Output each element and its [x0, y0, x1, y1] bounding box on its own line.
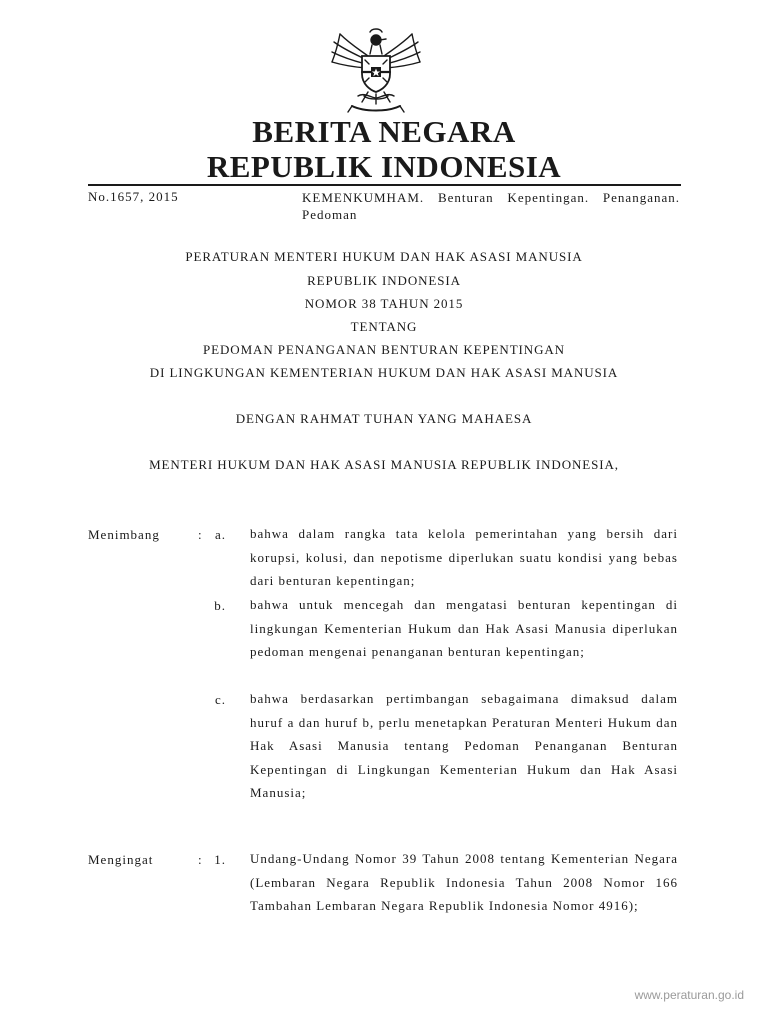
mengingat-item-mark: 1. — [214, 852, 226, 867]
regulation-subject-line2: DI LINGKUNGAN KEMENTERIAN HUKUM DAN HAK ASASI MANUSIA — [149, 365, 619, 380]
regulation-number: NOMOR 38 TAHUN 2015 — [304, 296, 464, 311]
mengingat-item-text: Undang-Undang Nomor 39 Tahun 2008 tentang Kementerian Negara (Lembaran Negara Republik Indonesia Tahun 2008 Nomor 166 Tambahan Lembaran Negara Republik Indonesia Nomor 4916); — [250, 851, 678, 914]
menimbang-item-mark: c. — [214, 692, 226, 707]
menimbang-label: Menimbang — [88, 527, 160, 542]
regulation-title: PERATURAN MENTERI HUKUM DAN HAK ASASI MANUSIA — [185, 249, 583, 264]
header-divider — [88, 184, 681, 186]
regulation-tentang: TENTANG — [350, 319, 418, 334]
blessing-line: DENGAN RAHMAT TUHAN YANG MAHAESA — [235, 411, 533, 426]
menimbang-item-mark: a. — [214, 527, 226, 542]
menimbang-item-text: bahwa dalam rangka tata kelola pemerintahan yang bersih dari korupsi, kolusi, dan nepotisme diperlukan suatu kondisi yang bebas dari benturan kepentingan; — [250, 526, 678, 589]
regulation-subject-line1: PEDOMAN PENANGANAN BENTURAN KEPENTINGAN — [203, 342, 565, 357]
masthead-title: BERITA NEGARA — [252, 114, 516, 149]
mengingat-colon: : — [198, 852, 202, 867]
garuda-emblem-icon — [324, 26, 428, 116]
issuer-line: MENTERI HUKUM DAN HAK ASASI MANUSIA REPUBLIK INDONESIA, — [149, 457, 619, 472]
masthead-subtitle: REPUBLIK INDONESIA — [206, 149, 562, 184]
footer-url-link[interactable]: www.peraturan.go.id — [634, 988, 744, 1002]
document-number: No.1657, 2015 — [88, 189, 179, 204]
mengingat-label: Mengingat — [88, 852, 154, 867]
document-subject: KEMENKUMHAM. Benturan Kepentingan. Penanganan. Pedoman — [302, 190, 680, 222]
menimbang-item-text: bahwa untuk mencegah dan mengatasi benturan kepentingan di lingkungan Kementerian Hukum dan Hak Asasi Manusia diperlukan pedoman mengenai penanganan benturan kepentingan; — [250, 597, 678, 660]
menimbang-colon: : — [198, 527, 202, 542]
regulation-country: REPUBLIK INDONESIA — [307, 273, 461, 288]
menimbang-item-text: bahwa berdasarkan pertimbangan sebagaimana dimaksud dalam huruf a dan huruf b, perlu menetapkan Peraturan Menteri Hukum dan Hak Asasi Manusia tentang Pedoman Penanganan Benturan Kepentingan di Lingkungan Kementerian Hukum dan Hak Asasi Manusia; — [250, 691, 678, 801]
menimbang-item-mark: b. — [214, 598, 226, 613]
